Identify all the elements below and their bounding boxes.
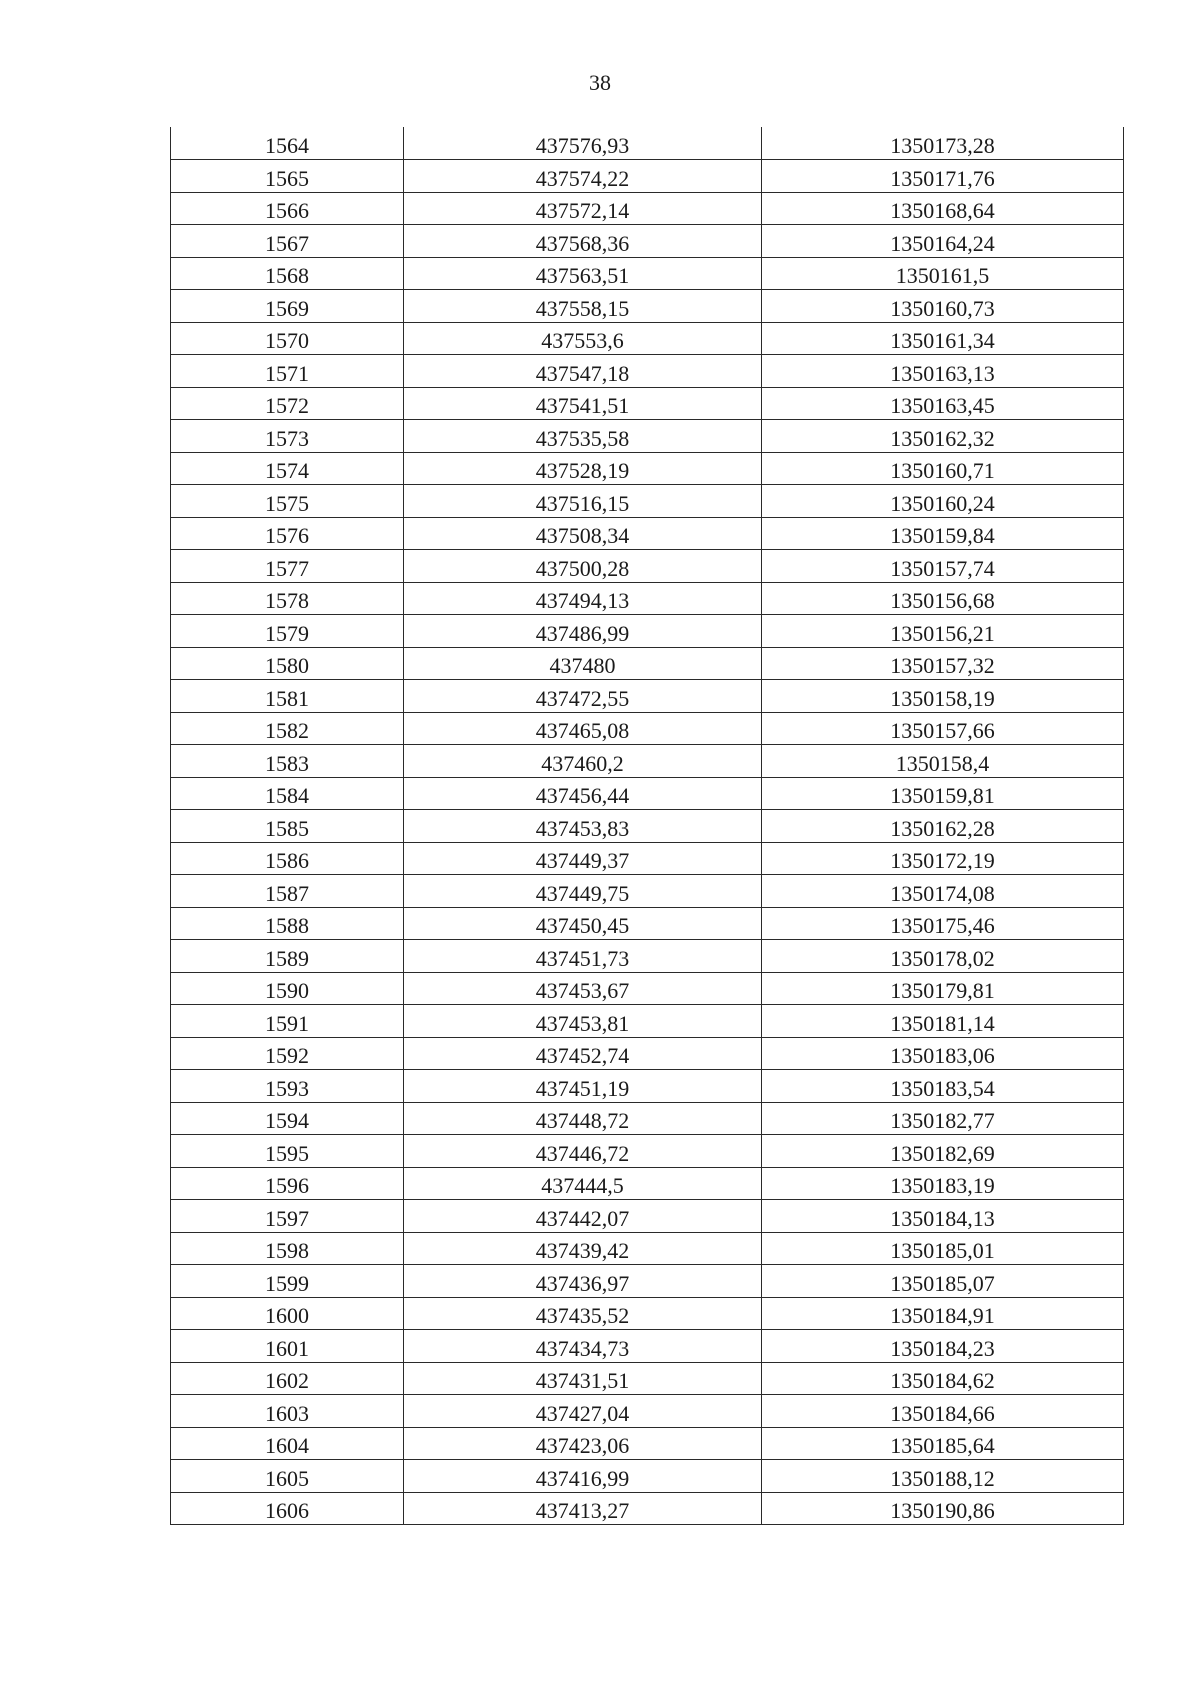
- y-coordinate-cell: 1350163,45: [762, 387, 1124, 420]
- x-coordinate-cell: 437453,81: [404, 1005, 762, 1038]
- point-number-cell: 1580: [171, 647, 404, 680]
- coordinates-table: [170, 127, 1124, 1525]
- table-row: [171, 1135, 1124, 1168]
- point-number-cell: 1592: [171, 1037, 404, 1070]
- table-row: [171, 842, 1124, 875]
- x-coordinate-cell: 437500,28: [404, 550, 762, 583]
- x-coordinate-cell: 437413,27: [404, 1492, 762, 1525]
- table-row: [171, 290, 1124, 323]
- point-number-cell: 1568: [171, 257, 404, 290]
- y-coordinate-cell: 1350182,77: [762, 1102, 1124, 1135]
- point-number-cell: 1595: [171, 1135, 404, 1168]
- x-coordinate-cell: 437568,36: [404, 225, 762, 258]
- y-coordinate-cell: 1350160,73: [762, 290, 1124, 323]
- point-number-cell: 1597: [171, 1200, 404, 1233]
- table-row: [171, 1167, 1124, 1200]
- x-coordinate-cell: 437446,72: [404, 1135, 762, 1168]
- x-coordinate-cell: 437558,15: [404, 290, 762, 323]
- x-coordinate-cell: 437547,18: [404, 355, 762, 388]
- table-row: [171, 647, 1124, 680]
- y-coordinate-cell: 1350183,19: [762, 1167, 1124, 1200]
- table-row: [171, 355, 1124, 388]
- y-coordinate-cell: 1350174,08: [762, 875, 1124, 908]
- point-number-cell: 1606: [171, 1492, 404, 1525]
- point-number-cell: 1573: [171, 420, 404, 453]
- y-coordinate-cell: 1350185,01: [762, 1232, 1124, 1265]
- point-number-cell: 1579: [171, 615, 404, 648]
- point-number-cell: 1602: [171, 1362, 404, 1395]
- point-number-cell: 1588: [171, 907, 404, 940]
- x-coordinate-cell: 437528,19: [404, 452, 762, 485]
- y-coordinate-cell: 1350171,76: [762, 160, 1124, 193]
- x-coordinate-cell: 437553,6: [404, 322, 762, 355]
- x-coordinate-cell: 437486,99: [404, 615, 762, 648]
- point-number-cell: 1591: [171, 1005, 404, 1038]
- y-coordinate-cell: 1350184,66: [762, 1395, 1124, 1428]
- table-row: [171, 1330, 1124, 1363]
- point-number-cell: 1581: [171, 680, 404, 713]
- point-number-cell: 1605: [171, 1460, 404, 1493]
- table-row: [171, 387, 1124, 420]
- x-coordinate-cell: 437423,06: [404, 1427, 762, 1460]
- y-coordinate-cell: 1350157,74: [762, 550, 1124, 583]
- table-row: [171, 192, 1124, 225]
- point-number-cell: 1584: [171, 777, 404, 810]
- x-coordinate-cell: 437444,5: [404, 1167, 762, 1200]
- point-number-cell: 1564: [171, 127, 404, 160]
- point-number-cell: 1571: [171, 355, 404, 388]
- table-row: [171, 1492, 1124, 1525]
- table-row: [171, 972, 1124, 1005]
- x-coordinate-cell: 437435,52: [404, 1297, 762, 1330]
- y-coordinate-cell: 1350161,5: [762, 257, 1124, 290]
- y-coordinate-cell: 1350184,62: [762, 1362, 1124, 1395]
- y-coordinate-cell: 1350183,54: [762, 1070, 1124, 1103]
- point-number-cell: 1566: [171, 192, 404, 225]
- x-coordinate-cell: 437574,22: [404, 160, 762, 193]
- y-coordinate-cell: 1350178,02: [762, 940, 1124, 973]
- table-row: [171, 582, 1124, 615]
- x-coordinate-cell: 437535,58: [404, 420, 762, 453]
- point-number-cell: 1586: [171, 842, 404, 875]
- table-row: [171, 420, 1124, 453]
- y-coordinate-cell: 1350173,28: [762, 127, 1124, 160]
- x-coordinate-cell: 437448,72: [404, 1102, 762, 1135]
- table-row: [171, 1297, 1124, 1330]
- table-row: [171, 810, 1124, 843]
- table-row: [171, 257, 1124, 290]
- point-number-cell: 1594: [171, 1102, 404, 1135]
- y-coordinate-cell: 1350172,19: [762, 842, 1124, 875]
- y-coordinate-cell: 1350168,64: [762, 192, 1124, 225]
- x-coordinate-cell: 437449,75: [404, 875, 762, 908]
- x-coordinate-cell: 437416,99: [404, 1460, 762, 1493]
- table-row: [171, 517, 1124, 550]
- y-coordinate-cell: 1350161,34: [762, 322, 1124, 355]
- table-row: [171, 225, 1124, 258]
- x-coordinate-cell: 437442,07: [404, 1200, 762, 1233]
- point-number-cell: 1601: [171, 1330, 404, 1363]
- y-coordinate-cell: 1350162,28: [762, 810, 1124, 843]
- y-coordinate-cell: 1350184,23: [762, 1330, 1124, 1363]
- y-coordinate-cell: 1350175,46: [762, 907, 1124, 940]
- table-row: [171, 1362, 1124, 1395]
- x-coordinate-cell: 437450,45: [404, 907, 762, 940]
- point-number-cell: 1598: [171, 1232, 404, 1265]
- table-row: [171, 1427, 1124, 1460]
- x-coordinate-cell: 437439,42: [404, 1232, 762, 1265]
- point-number-cell: 1593: [171, 1070, 404, 1103]
- x-coordinate-cell: 437452,74: [404, 1037, 762, 1070]
- point-number-cell: 1596: [171, 1167, 404, 1200]
- point-number-cell: 1582: [171, 712, 404, 745]
- y-coordinate-cell: 1350179,81: [762, 972, 1124, 1005]
- y-coordinate-cell: 1350157,66: [762, 712, 1124, 745]
- point-number-cell: 1569: [171, 290, 404, 323]
- y-coordinate-cell: 1350183,06: [762, 1037, 1124, 1070]
- page-number: 38: [589, 70, 611, 95]
- y-coordinate-cell: 1350184,91: [762, 1297, 1124, 1330]
- point-number-cell: 1565: [171, 160, 404, 193]
- point-number-cell: 1567: [171, 225, 404, 258]
- point-number-cell: 1603: [171, 1395, 404, 1428]
- x-coordinate-cell: 437456,44: [404, 777, 762, 810]
- y-coordinate-cell: 1350162,32: [762, 420, 1124, 453]
- y-coordinate-cell: 1350163,13: [762, 355, 1124, 388]
- y-coordinate-cell: 1350159,84: [762, 517, 1124, 550]
- x-coordinate-cell: 437541,51: [404, 387, 762, 420]
- table-row: [171, 550, 1124, 583]
- table-row: [171, 777, 1124, 810]
- point-number-cell: 1577: [171, 550, 404, 583]
- table-row: [171, 745, 1124, 778]
- y-coordinate-cell: 1350159,81: [762, 777, 1124, 810]
- table-row: [171, 615, 1124, 648]
- x-coordinate-cell: 437460,2: [404, 745, 762, 778]
- x-coordinate-cell: 437449,37: [404, 842, 762, 875]
- y-coordinate-cell: 1350185,07: [762, 1265, 1124, 1298]
- table-row: [171, 1232, 1124, 1265]
- table-row: [171, 160, 1124, 193]
- y-coordinate-cell: 1350157,32: [762, 647, 1124, 680]
- y-coordinate-cell: 1350182,69: [762, 1135, 1124, 1168]
- point-number-cell: 1604: [171, 1427, 404, 1460]
- y-coordinate-cell: 1350156,68: [762, 582, 1124, 615]
- point-number-cell: 1576: [171, 517, 404, 550]
- y-coordinate-cell: 1350158,4: [762, 745, 1124, 778]
- point-number-cell: 1589: [171, 940, 404, 973]
- table-row: [171, 1265, 1124, 1298]
- table-row: [171, 680, 1124, 713]
- point-number-cell: 1578: [171, 582, 404, 615]
- table-row: [171, 485, 1124, 518]
- point-number-cell: 1585: [171, 810, 404, 843]
- point-number-cell: 1575: [171, 485, 404, 518]
- table-row: [171, 452, 1124, 485]
- table-row: [171, 1460, 1124, 1493]
- y-coordinate-cell: 1350158,19: [762, 680, 1124, 713]
- x-coordinate-cell: 437480: [404, 647, 762, 680]
- y-coordinate-cell: 1350181,14: [762, 1005, 1124, 1038]
- y-coordinate-cell: 1350160,71: [762, 452, 1124, 485]
- table-row: [171, 875, 1124, 908]
- point-number-cell: 1587: [171, 875, 404, 908]
- table-row: [171, 322, 1124, 355]
- y-coordinate-cell: 1350160,24: [762, 485, 1124, 518]
- table-row: [171, 907, 1124, 940]
- y-coordinate-cell: 1350156,21: [762, 615, 1124, 648]
- table-row: [171, 1070, 1124, 1103]
- point-number-cell: 1590: [171, 972, 404, 1005]
- table-row: [171, 1395, 1124, 1428]
- y-coordinate-cell: 1350190,86: [762, 1492, 1124, 1525]
- x-coordinate-cell: 437472,55: [404, 680, 762, 713]
- y-coordinate-cell: 1350184,13: [762, 1200, 1124, 1233]
- x-coordinate-cell: 437453,83: [404, 810, 762, 843]
- x-coordinate-cell: 437572,14: [404, 192, 762, 225]
- y-coordinate-cell: 1350164,24: [762, 225, 1124, 258]
- table-body: [171, 127, 1124, 1525]
- point-number-cell: 1583: [171, 745, 404, 778]
- x-coordinate-cell: 437451,73: [404, 940, 762, 973]
- table-row: [171, 712, 1124, 745]
- x-coordinate-cell: 437434,73: [404, 1330, 762, 1363]
- point-number-cell: 1574: [171, 452, 404, 485]
- x-coordinate-cell: 437465,08: [404, 712, 762, 745]
- table-row: [171, 127, 1124, 160]
- y-coordinate-cell: 1350188,12: [762, 1460, 1124, 1493]
- x-coordinate-cell: 437453,67: [404, 972, 762, 1005]
- table-row: [171, 1200, 1124, 1233]
- x-coordinate-cell: 437436,97: [404, 1265, 762, 1298]
- point-number-cell: 1572: [171, 387, 404, 420]
- x-coordinate-cell: 437427,04: [404, 1395, 762, 1428]
- x-coordinate-cell: 437451,19: [404, 1070, 762, 1103]
- x-coordinate-cell: 437563,51: [404, 257, 762, 290]
- table-row: [171, 1102, 1124, 1135]
- table-row: [171, 1037, 1124, 1070]
- point-number-cell: 1599: [171, 1265, 404, 1298]
- x-coordinate-cell: 437508,34: [404, 517, 762, 550]
- x-coordinate-cell: 437431,51: [404, 1362, 762, 1395]
- table-row: [171, 1005, 1124, 1038]
- y-coordinate-cell: 1350185,64: [762, 1427, 1124, 1460]
- x-coordinate-cell: 437516,15: [404, 485, 762, 518]
- table-row: [171, 940, 1124, 973]
- point-number-cell: 1570: [171, 322, 404, 355]
- point-number-cell: 1600: [171, 1297, 404, 1330]
- x-coordinate-cell: 437576,93: [404, 127, 762, 160]
- x-coordinate-cell: 437494,13: [404, 582, 762, 615]
